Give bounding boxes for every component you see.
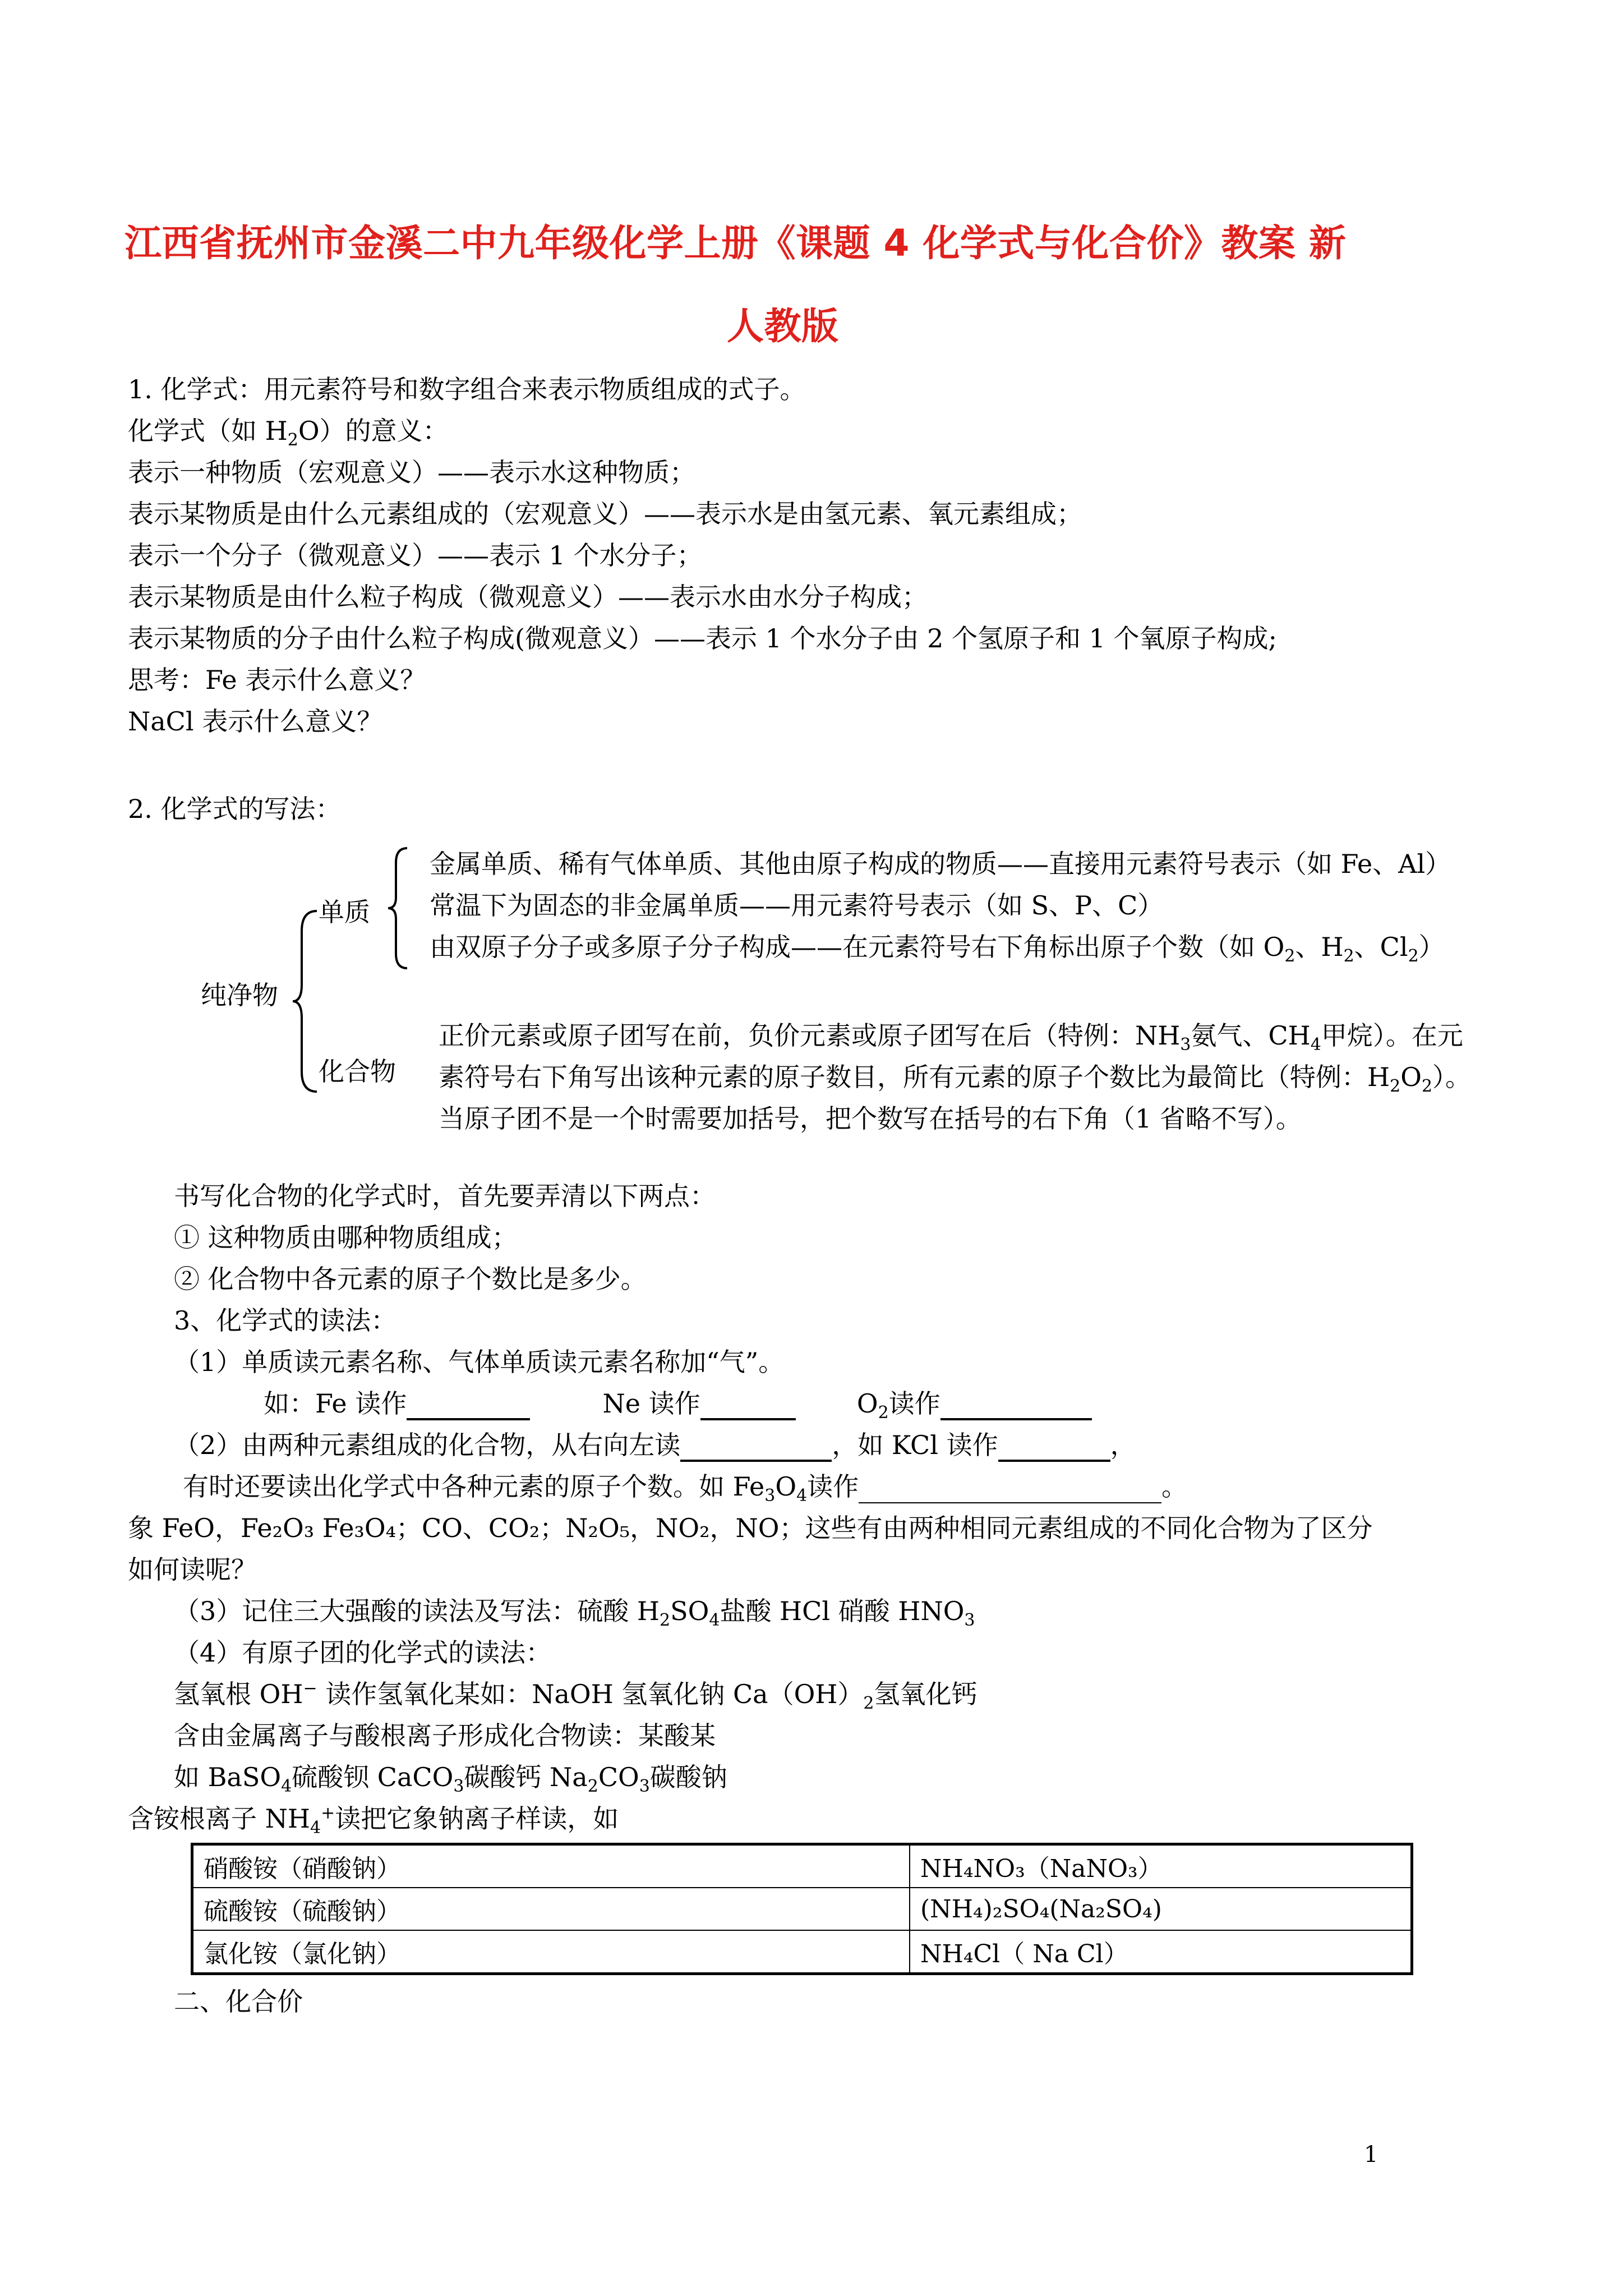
reading-rule-2-cont: 有时还要读出化学式中各种元素的原子个数。如 $Fe_3O_4$读作 。 xyxy=(183,1471,1188,1506)
meaning-line-5: 表示某物质的分子由什么粒子构成(微观意义）——表示 1 个水分子由 2 个氢原子和 1 个氧原子构成; xyxy=(128,623,1277,654)
section3-heading: 3、化学式的读法： xyxy=(174,1305,397,1336)
oxides-example-line2: 如何读呢？ xyxy=(128,1554,257,1585)
point-1: ① 这种物质由哪种物质组成； xyxy=(174,1222,518,1253)
answer-blank-ne[interactable] xyxy=(700,1390,796,1420)
compound-rule-2: 素符号右下角写出该种元素的原子数目，所有元素的原子个数比为最简比（特例：$H_2O_2$）。 xyxy=(439,1062,1472,1097)
answer-blank-fe3o4[interactable] xyxy=(859,1474,1161,1503)
brace-element xyxy=(387,846,409,970)
element-rule-3: 由双原子分子或多原子分子构成——在元素符号右下角标出原子个数（如 $O_2$、$H_2$、$Cl_2$） xyxy=(430,932,1445,967)
reading-rule-3: （3）记住三大强酸的读法及写法：硫酸 $H_2SO_4$盐酸 HCl 硝酸 $HNO_3$ xyxy=(174,1596,975,1631)
table-cell-formula: (NH₄)₂SO₄(Na₂SO₄) xyxy=(910,1888,1412,1930)
answer-blank-kcl[interactable] xyxy=(998,1432,1110,1462)
section2-heading: 2. 化学式的写法： xyxy=(128,794,342,824)
acid-salt-rule: 含由金属离子与酸根离子形成化合物读：某酸某 xyxy=(174,1720,716,1751)
think-question-1: 思考：Fe 表示什么意义？ xyxy=(128,665,426,695)
answer-blank-fe[interactable] xyxy=(407,1390,530,1420)
reading-rule-2: （2）由两种元素组成的化合物，从右向左读 ，如 KCl 读作 ， xyxy=(174,1428,1136,1462)
section4-heading: 二、化合价 xyxy=(174,1986,303,2017)
oxides-example-line: 象 FeO，Fe₂O₃ Fe₃O₄；CO、CO₂；N₂O₅，NO₂，NO；这些有由两种相同元素组成的不同化合物为了区分 xyxy=(128,1513,1373,1543)
meaning-line-4: 表示某物质是由什么粒子构成（微观意义）——表示水由水分子构成； xyxy=(128,582,928,612)
element-label: 单质 xyxy=(319,897,370,927)
table-cell-name: 氯化铵（氯化钠） xyxy=(192,1930,910,1974)
compound-rule-3: 当原子团不是一个时需要加括号，把个数写在括号的右下角（1 省略不写）。 xyxy=(439,1103,1302,1134)
reading-rule-4: （4）有原子团的化学式的读法： xyxy=(174,1637,552,1668)
table-row xyxy=(192,1888,1412,1930)
page-number: 1 xyxy=(1364,2142,1378,2168)
compound-rule-1: 正价元素或原子团写在前，负价元素或原子团写在后（特例：$NH_3$氨气、$CH_4$甲烷）。在元 xyxy=(439,1020,1463,1055)
hydroxide-rule: 氢氧根 OH− 读作氢氧化某如：NaOH 氢氧化钠 $Ca(OH)_2$氢氧化钙 xyxy=(174,1678,978,1714)
element-rule-1: 金属单质、稀有气体单质、其他由原子构成的物质——直接用元素符号表示（如 Fe、Al） xyxy=(430,849,1451,879)
ammonium-salts-table xyxy=(191,1843,1413,1975)
meaning-line-3: 表示一个分子（微观意义）——表示 1 个水分子； xyxy=(128,540,703,570)
reading-example-1: 如：Fe 读作 Ne 读作 $O_2$读作 xyxy=(264,1387,1092,1420)
pure-substance-label: 纯净物 xyxy=(201,980,278,1010)
answer-blank-binary-rule[interactable] xyxy=(680,1432,832,1462)
formula-meaning-label: 化学式（如 $H_2O$）的意义： xyxy=(128,416,449,450)
meaning-line-1: 表示一种物质（宏观意义）——表示水这种物质； xyxy=(128,457,695,487)
think-question-2: NaCl 表示什么意义？ xyxy=(128,706,383,737)
reading-rule-1: （1）单质读元素名称、气体单质读元素名称加“气”。 xyxy=(174,1347,785,1377)
answer-blank-o2[interactable] xyxy=(940,1390,1092,1420)
table-cell-formula: NH₄NO₃（NaNO₃） xyxy=(910,1844,1412,1888)
doc-title-line2: 人教版 xyxy=(727,305,839,348)
table-cell-name: 硝酸铵（硝酸钠） xyxy=(192,1844,910,1888)
acid-salt-examples: 如 BaSO$_4$硫酸钡 CaCO$_3$碳酸钙 $Na_2CO_3$碳酸钠 xyxy=(174,1762,727,1797)
table-row xyxy=(192,1844,1412,1888)
point-2: ② 化合物中各元素的原子个数比是多少。 xyxy=(174,1264,647,1294)
table-cell-formula: NH₄Cl（ Na Cl） xyxy=(910,1930,1412,1974)
table-row xyxy=(192,1930,1412,1974)
ammonium-rule: 含铵根离子 $NH_4^+$读把它象钠离子样读，如 xyxy=(128,1803,619,1838)
element-rule-2: 常温下为固态的非金属单质——用元素符号表示（如 S、P、C） xyxy=(430,890,1164,921)
points-intro: 书写化合物的化学式时，首先要弄清以下两点： xyxy=(174,1181,716,1211)
meaning-line-2: 表示某物质是由什么元素组成的（宏观意义）——表示水是由氢元素、氧元素组成； xyxy=(128,499,1082,529)
compound-label: 化合物 xyxy=(319,1056,396,1087)
brace-pure-substance xyxy=(292,909,320,1094)
table-cell-name: 硫酸铵（硫酸钠） xyxy=(192,1888,910,1930)
doc-title-line1: 江西省抚州市金溪二中九年级化学上册《课题 4 化学式与化合价》教案 新 xyxy=(125,222,1347,265)
section1-heading: 1. 化学式：用元素符号和数字组合来表示物质组成的式子。 xyxy=(128,374,806,404)
